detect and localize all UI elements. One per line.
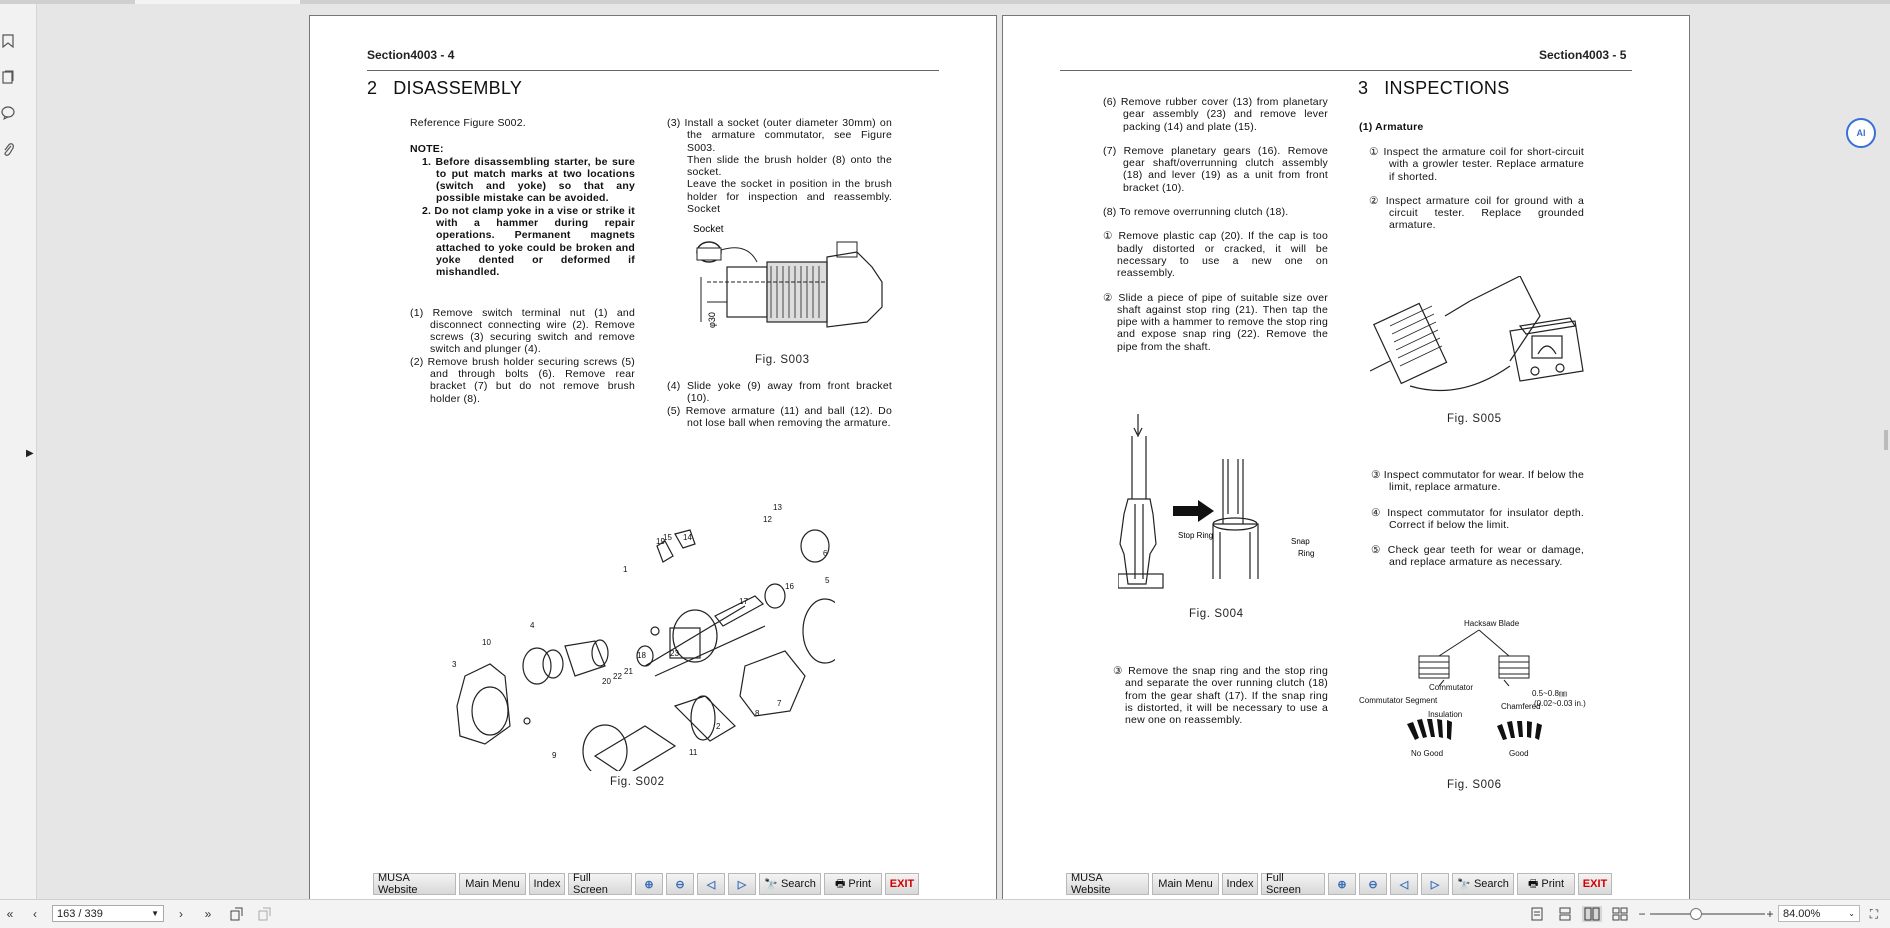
header-rule xyxy=(367,70,939,71)
armature-items-top xyxy=(1369,146,1584,232)
inspection-item: ③ Inspect commutator for wear. If below the limit, replace armature. xyxy=(1371,469,1584,494)
substep-item: ③ Remove the snap ring and the stop ring and separate the over running clutch (18) from the gear shaft (17). If the snap ring is distorted, it will be necessary to use a new one on reassembly. xyxy=(1113,665,1328,727)
dimension-in-label: (0.02~0.03 in.) xyxy=(1534,699,1586,708)
first-page-icon[interactable]: « xyxy=(6,907,14,921)
dimension-mm-label: 0.5~0.8㎜ xyxy=(1532,689,1567,698)
figure-caption: Fig. S004 xyxy=(1189,608,1244,620)
callout: 2 xyxy=(716,722,721,731)
zoom-slider-track[interactable] xyxy=(1650,913,1765,915)
callout: 5 xyxy=(825,576,830,585)
zoom-level: 84.00% xyxy=(1783,907,1821,920)
callout: 4 xyxy=(530,621,535,630)
binoculars-icon: 🔭 xyxy=(1457,878,1474,891)
printer-icon: 🖶 xyxy=(834,877,849,890)
next-page-button[interactable] xyxy=(728,873,756,895)
last-page-icon[interactable]: » xyxy=(204,907,212,921)
search-label: Search xyxy=(780,878,816,890)
page-header: Section4003 - 5 xyxy=(1539,48,1627,62)
musa-website-button[interactable]: MUSA Website xyxy=(1066,873,1149,895)
fit-page-icon[interactable]: ⛶ xyxy=(1869,906,1879,921)
step-item: (4) Slide yoke (9) away from front bracket (10). xyxy=(667,380,892,405)
callout: 15 xyxy=(663,533,672,542)
right-column-steps xyxy=(667,380,892,429)
exit-button[interactable]: EXIT xyxy=(885,873,919,895)
socket-label: Socket xyxy=(693,224,724,235)
inspection-item: ⑤ Check gear teeth for wear or damage, and replace armature as necessary. xyxy=(1371,544,1584,569)
triangle-right-icon: ▷ xyxy=(737,878,747,891)
hacksaw-label: Hacksaw Blade xyxy=(1464,619,1520,628)
chamfered-label: Chamfered xyxy=(1501,702,1541,711)
figure-s006 xyxy=(1359,616,1594,766)
callout: 23 xyxy=(670,649,679,658)
prev-page-icon[interactable]: ‹ xyxy=(33,907,37,921)
zoom-out-button[interactable] xyxy=(1359,873,1387,895)
print-button[interactable] xyxy=(824,873,882,895)
two-page-view-icon[interactable] xyxy=(1582,906,1602,922)
callout: 20 xyxy=(602,677,611,686)
note-item: 2. Do not clamp yoke in a vise or strike it with a hammer during repair operations. Permanent magnets attached to yoke could be broken and yoke dented or deformed if mishandled. xyxy=(422,204,635,279)
step-item-cont: Then slide the brush holder (8) onto the socket. xyxy=(687,153,892,179)
two-page-continuous-view-icon[interactable] xyxy=(1610,906,1630,922)
continuous-view-icon[interactable] xyxy=(1556,906,1574,922)
callout: 6 xyxy=(823,549,828,558)
full-screen-button[interactable]: Full Screen xyxy=(1261,873,1325,895)
binoculars-icon: 🔭 xyxy=(764,878,781,891)
print-button[interactable] xyxy=(1517,873,1575,895)
ai-assistant-label: AI xyxy=(1856,128,1866,138)
callout: 1 xyxy=(623,565,628,574)
zoom-out-icon: ⊖ xyxy=(675,878,685,891)
single-page-view-icon[interactable] xyxy=(1528,906,1546,922)
comment-icon[interactable] xyxy=(0,104,16,122)
substep-item: ② Slide a piece of pipe of suitable size over shaft against stop ring (21). Then tap the pipe with a hammer to remove the stop ring and expose snap ring (22). Remove the pipe from the shaft. xyxy=(1103,291,1328,353)
dimension-label: φ30 xyxy=(707,312,717,328)
commutator-label: Commutator xyxy=(1429,683,1474,692)
zoom-in-button[interactable] xyxy=(1328,873,1356,895)
main-menu-button[interactable]: Main Menu xyxy=(459,873,526,895)
ai-assistant-button[interactable] xyxy=(1846,118,1876,148)
right-scroll-handle[interactable] xyxy=(1884,430,1888,450)
zoom-level-select[interactable] xyxy=(1778,905,1860,922)
segment-label: Commutator Segment xyxy=(1359,696,1438,705)
step-item: (8) To remove overrunning clutch (18). xyxy=(1103,206,1289,219)
callout: 16 xyxy=(785,582,794,591)
chevron-down-icon: ⌄ xyxy=(1848,909,1855,918)
pages-icon[interactable] xyxy=(0,68,16,86)
page-nav-toolbar xyxy=(1066,873,1612,895)
header-rule xyxy=(1060,70,1632,71)
step-item: (6) Remove rubber cover (13) from planetary gear assembly (23) and remove lever packing (14) and plate (15). xyxy=(1103,96,1328,133)
callout: 12 xyxy=(763,515,772,524)
callout: 18 xyxy=(637,651,646,660)
status-bar xyxy=(0,899,1890,928)
callout: 8 xyxy=(755,709,760,718)
callout: 13 xyxy=(773,503,782,512)
search-label: Search xyxy=(1473,878,1509,890)
callout: 11 xyxy=(689,748,698,757)
figure-caption: Fig. S002 xyxy=(610,776,665,788)
left-column-text xyxy=(1103,96,1328,353)
callout: 21 xyxy=(624,667,633,676)
next-page-button[interactable] xyxy=(1421,873,1449,895)
section-title-text: INSPECTIONS xyxy=(1384,78,1510,98)
page-nav-toolbar xyxy=(373,873,919,895)
snap-label: Snap xyxy=(1291,537,1310,546)
ring-label: Ring xyxy=(1298,549,1315,558)
print-label: Print xyxy=(848,878,872,890)
step-item: (2) Remove brush holder securing screws (5) and through bolts (6). Remove rear bracket (7) but do not remove brush holder (8). xyxy=(410,355,635,405)
chevron-down-icon: ▼ xyxy=(151,909,159,918)
armature-tester-drawing xyxy=(1370,276,1585,401)
document-viewer xyxy=(37,4,1890,899)
starter-socket-drawing xyxy=(687,222,897,344)
figure-s002 xyxy=(445,486,835,771)
triangle-right-icon: ▷ xyxy=(1430,878,1440,891)
copy-page-icon[interactable] xyxy=(256,906,274,922)
previous-page-button[interactable] xyxy=(1390,873,1418,895)
substep-item: ① Remove plastic cap (20). If the cap is too badly distorted or cracked, it will be necessary to use a new one on reassembly. xyxy=(1103,230,1328,280)
index-button[interactable]: Index xyxy=(1222,873,1258,895)
section-number: 3 xyxy=(1358,78,1369,98)
section-number: 2 xyxy=(367,78,378,98)
callout: 17 xyxy=(739,597,748,606)
zoom-in-icon: ⊕ xyxy=(1337,878,1347,891)
callout: 7 xyxy=(777,699,782,708)
previous-page-button[interactable] xyxy=(697,873,725,895)
callout: 10 xyxy=(482,638,491,647)
index-button[interactable]: Index xyxy=(529,873,565,895)
triangle-left-icon: ◁ xyxy=(706,878,716,891)
zoom-slider-handle[interactable] xyxy=(1690,908,1702,920)
rotate-page-icon[interactable] xyxy=(228,906,246,922)
musa-website-button[interactable]: MUSA Website xyxy=(373,873,456,895)
next-page-icon[interactable]: › xyxy=(179,907,183,921)
section-title xyxy=(367,78,522,99)
search-button[interactable] xyxy=(759,873,821,895)
step-item: (7) Remove planetary gears (16). Remove gear shaft/overrunning clutch assembly (18) and lever (19) as a unit from front bracket (10). xyxy=(1103,144,1328,194)
inspection-item: ② Inspect armature coil for ground with a circuit tester. Replace grounded armature. xyxy=(1369,194,1584,232)
page-indicator: 163 / 339 xyxy=(57,907,103,920)
note-item: 1. Before disassembling starter, be sure to put match marks at two locations (switch and yoke) so that any possible mistake can be avoided. xyxy=(422,155,635,205)
callout: 14 xyxy=(683,533,692,542)
bookmark-icon[interactable] xyxy=(0,32,16,50)
step-item: (1) Remove switch terminal nut (1) and disconnect connecting wire (2). Remove screws (3) securing switch and remove switch and plunger (4). xyxy=(410,306,635,356)
step-item: (3) Install a socket (outer diameter 30mm) on the armature commutator, see Figure S003. xyxy=(667,117,892,154)
page-left xyxy=(309,15,997,901)
section-title xyxy=(1358,78,1510,99)
figure-s005 xyxy=(1370,276,1585,401)
exploded-starter-drawing xyxy=(445,486,835,771)
stop-ring-label: Stop Ring xyxy=(1178,531,1214,540)
step-item: (5) Remove armature (11) and ball (12). Do not lose ball when removing the armature. xyxy=(667,404,892,429)
zoom-out-icon[interactable]: − xyxy=(1638,907,1646,921)
right-column-text xyxy=(667,117,892,215)
zoom-in-icon[interactable]: + xyxy=(1766,907,1774,921)
callout: 22 xyxy=(613,672,622,681)
zoom-out-button[interactable] xyxy=(666,873,694,895)
pipe-stop-ring-drawing xyxy=(1118,414,1318,594)
page-right xyxy=(1002,15,1690,901)
figure-caption: Fig. S005 xyxy=(1447,413,1502,425)
print-label: Print xyxy=(1541,878,1565,890)
callout: 19 xyxy=(656,537,665,546)
attachment-icon[interactable] xyxy=(0,140,16,158)
page-number-select[interactable] xyxy=(52,905,164,922)
figure-caption: Fig. S003 xyxy=(755,354,810,366)
expand-panel-icon[interactable]: ▶ xyxy=(26,448,34,459)
exit-button[interactable]: EXIT xyxy=(1578,873,1612,895)
step-item-cont: Leave the socket in position in the brush holder for inspection and reassembly. Socket xyxy=(687,178,892,216)
inspection-item: ④ Inspect commutator for insulator depth. Correct if below the limit. xyxy=(1371,506,1584,531)
substep-3-text xyxy=(1113,665,1328,726)
zoom-in-icon: ⊕ xyxy=(644,878,654,891)
main-menu-button[interactable]: Main Menu xyxy=(1152,873,1219,895)
commutator-drawing xyxy=(1359,616,1594,766)
no-good-label: No Good xyxy=(1411,749,1444,758)
section-title-text: DISASSEMBLY xyxy=(393,78,523,98)
good-label: Good xyxy=(1509,749,1529,758)
armature-heading xyxy=(1359,121,1584,133)
callout: 9 xyxy=(552,751,557,760)
armature-items-bottom xyxy=(1371,469,1584,569)
callout: 3 xyxy=(452,660,457,669)
subsection-heading: (1) Armature xyxy=(1359,121,1424,133)
search-button[interactable] xyxy=(1452,873,1514,895)
printer-icon: 🖶 xyxy=(1527,877,1542,890)
zoom-out-icon: ⊖ xyxy=(1368,878,1378,891)
note-label: NOTE: xyxy=(410,143,444,156)
page-header: Section4003 - 4 xyxy=(367,48,455,62)
figure-caption: Fig. S006 xyxy=(1447,779,1502,791)
full-screen-button[interactable]: Full Screen xyxy=(568,873,632,895)
triangle-left-icon: ◁ xyxy=(1399,878,1409,891)
inspection-item: ① Inspect the armature coil for short-circuit with a growler tester. Replace armature if shorted. xyxy=(1369,146,1584,183)
figure-s004 xyxy=(1118,414,1318,594)
figure-s003 xyxy=(687,222,897,344)
reference-text: Reference Figure S002. xyxy=(410,117,526,129)
zoom-in-button[interactable] xyxy=(635,873,663,895)
insulation-label: Insulation xyxy=(1428,710,1463,719)
left-column-text xyxy=(410,117,635,405)
